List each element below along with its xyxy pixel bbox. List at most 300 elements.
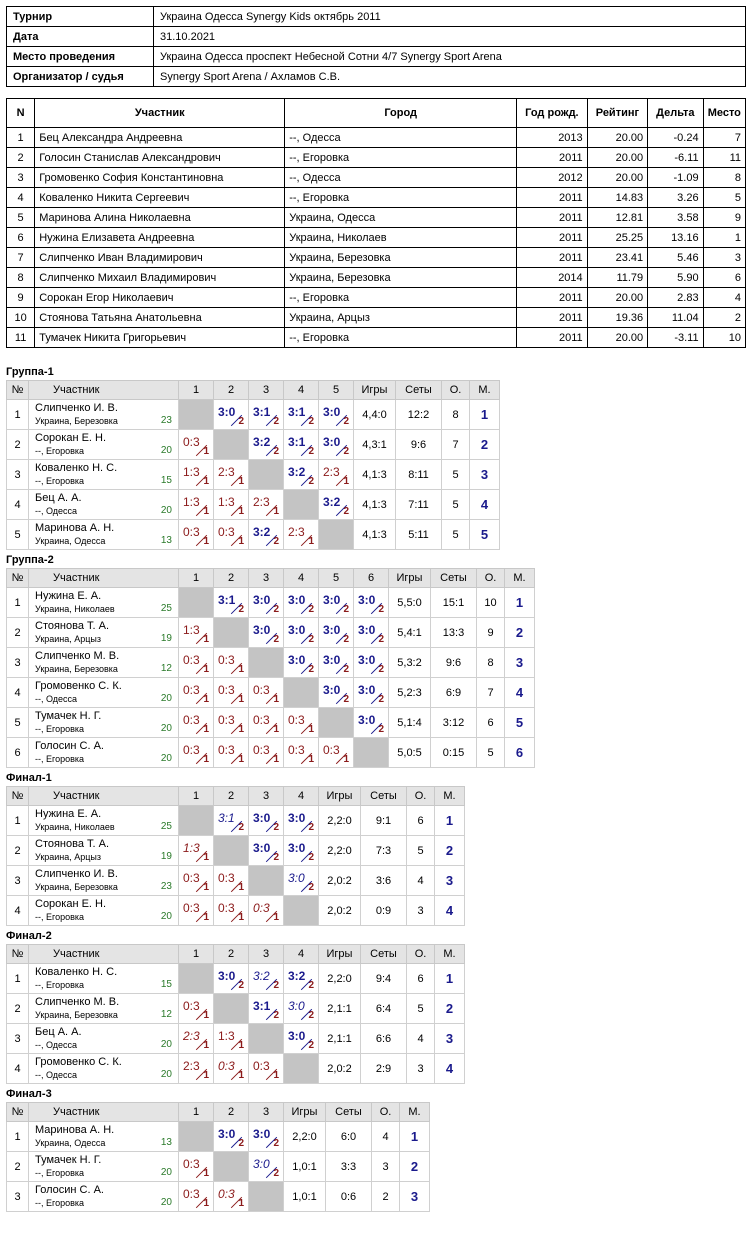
match-points: 2 (308, 476, 314, 487)
participant-city: --, Одесса (35, 694, 78, 704)
match-score: 0:3 (218, 871, 235, 885)
player-cell: Бец Александра Андреевна (35, 128, 285, 148)
participant-name: Нужина Е. А. (35, 808, 102, 820)
match-score-cell (284, 618, 319, 648)
participant-cell (29, 896, 179, 926)
games-cell: 2,1:1 (319, 994, 361, 1024)
group-title: Группа-1 (6, 366, 54, 378)
points-cell: 6 (407, 806, 435, 836)
match-score: 3:0 (253, 623, 271, 637)
col-opponent-header: 4 (284, 381, 319, 400)
games-cell: 2,2:0 (319, 836, 361, 866)
row-number: 5 (7, 520, 29, 550)
group-row (7, 896, 465, 926)
match-score: 0:3 (253, 743, 270, 757)
match-points: 2 (308, 416, 314, 427)
match-points: 1 (203, 1070, 209, 1081)
games-cell: 2,0:2 (319, 1054, 361, 1084)
match-score-cell (179, 708, 214, 738)
match-score: 0:3 (183, 743, 200, 757)
player-cell: 2011 (517, 248, 588, 268)
row-number: 1 (7, 400, 29, 430)
col-points-header: О. (442, 381, 470, 400)
player-cell: --, Егоровка (285, 188, 517, 208)
match-points: 1 (273, 754, 279, 765)
match-points: 1 (238, 1070, 244, 1081)
match-score: 3:2 (288, 969, 306, 983)
participant-cell (29, 678, 179, 708)
self-cell (214, 836, 249, 866)
player-row (7, 328, 746, 348)
info-row (7, 7, 746, 27)
match-score-cell (319, 678, 354, 708)
place-cell: 3 (470, 460, 500, 490)
match-points: 2 (308, 852, 314, 863)
match-score-cell (214, 866, 249, 896)
group-row (7, 738, 535, 768)
match-score-cell (179, 1054, 214, 1084)
group-row (7, 618, 535, 648)
sets-cell: 2:9 (361, 1054, 407, 1084)
tournament-info-table (6, 6, 746, 87)
match-points: 2 (238, 604, 244, 615)
participant-rating: 15 (160, 475, 172, 486)
col-games-header: Игры (389, 569, 431, 588)
player-cell: 3 (7, 168, 35, 188)
match-score-cell (319, 738, 354, 768)
match-score-cell (179, 1182, 214, 1212)
players-column-header: Участник (35, 99, 285, 128)
info-value: Украина Одесса проспект Небесной Сотни 4/7 Synergy Sport Arena (154, 47, 746, 67)
player-cell: 20.00 (587, 328, 647, 348)
row-number: 3 (7, 648, 29, 678)
participant-rating: 12 (160, 663, 172, 674)
match-points: 1 (203, 446, 209, 457)
col-place-header: М. (505, 569, 535, 588)
self-cell (214, 618, 249, 648)
match-score-cell (249, 618, 284, 648)
col-opponent-header: 5 (319, 381, 354, 400)
match-score: 0:3 (183, 871, 200, 885)
sets-cell: 9:4 (361, 964, 407, 994)
sets-cell: 3:12 (431, 708, 477, 738)
match-score: 0:3 (218, 1187, 235, 1201)
points-cell: 7 (442, 430, 470, 460)
match-score: 3:0 (288, 871, 305, 885)
participant-rating: 20 (160, 723, 172, 734)
match-points: 2 (378, 694, 384, 705)
match-points: 1 (238, 1040, 244, 1051)
points-cell: 5 (407, 836, 435, 866)
match-score-cell (249, 520, 284, 550)
participant-cell (29, 490, 179, 520)
place-cell: 1 (435, 964, 465, 994)
match-score: 3:0 (288, 593, 306, 607)
match-score: 0:3 (218, 743, 235, 757)
info-label: Турнир (7, 7, 154, 27)
player-cell: -1.09 (648, 168, 703, 188)
participant-rating: 20 (160, 911, 172, 922)
match-score: 1:3 (183, 841, 200, 855)
group-table (6, 380, 500, 550)
match-score: 3:0 (323, 405, 341, 419)
row-number: 1 (7, 588, 29, 618)
self-cell (284, 1054, 319, 1084)
match-points: 2 (273, 446, 279, 457)
group-row (7, 490, 500, 520)
col-num-header: № (7, 381, 29, 400)
info-row (7, 27, 746, 47)
match-score-cell (214, 1122, 249, 1152)
player-cell: 19.36 (587, 308, 647, 328)
match-score: 2:3 (183, 1059, 200, 1073)
player-cell: 2011 (517, 328, 588, 348)
match-points: 1 (238, 754, 244, 765)
group-row (7, 430, 500, 460)
sets-cell: 13:3 (431, 618, 477, 648)
player-cell: 2011 (517, 148, 588, 168)
info-label: Организатор / судья (7, 67, 154, 87)
participant-cell (29, 588, 179, 618)
player-cell: 1 (7, 128, 35, 148)
match-score-cell (179, 1024, 214, 1054)
place-cell: 3 (435, 1024, 465, 1054)
row-number: 5 (7, 708, 29, 738)
participant-name: Стоянова Т. А. (35, 620, 110, 632)
participant-city: Украина, Арцыз (35, 634, 102, 644)
match-points: 1 (203, 852, 209, 863)
match-score: 0:3 (288, 713, 305, 727)
info-value: Synergy Sport Arena / Ахламов С.В. (154, 67, 746, 87)
player-cell: 13.16 (648, 228, 703, 248)
group-table (6, 944, 465, 1084)
match-points: 2 (308, 822, 314, 833)
participant-cell (29, 806, 179, 836)
col-opponent-header: 4 (284, 569, 319, 588)
player-cell: 11 (7, 328, 35, 348)
group-header-row (7, 1103, 430, 1122)
place-cell: 2 (435, 994, 465, 1024)
match-score-cell (319, 430, 354, 460)
participant-name: Стоянова Т. А. (35, 838, 110, 850)
match-points: 1 (273, 506, 279, 517)
match-score-cell (214, 1182, 249, 1212)
participant-cell (29, 964, 179, 994)
participant-name: Бец А. А. (35, 492, 82, 504)
player-cell: 5 (703, 188, 745, 208)
games-cell: 5,1:4 (389, 708, 431, 738)
col-sets-header: Сеты (361, 945, 407, 964)
games-cell: 2,0:2 (319, 866, 361, 896)
match-score-cell (214, 708, 249, 738)
match-score-cell (214, 738, 249, 768)
participant-name: Коваленко Н. С. (35, 966, 118, 978)
match-score: 1:3 (218, 1029, 235, 1043)
col-participant-header: Участник (29, 569, 179, 588)
sets-cell: 7:3 (361, 836, 407, 866)
sets-cell: 6:0 (326, 1122, 372, 1152)
player-cell: Стоянова Татьяна Анатольевна (35, 308, 285, 328)
match-score: 3:0 (358, 623, 376, 637)
place-cell: 2 (470, 430, 500, 460)
match-points: 1 (238, 724, 244, 735)
participant-name: Голосин С. А. (35, 1184, 104, 1196)
sets-cell: 12:2 (396, 400, 442, 430)
match-score-cell (284, 430, 319, 460)
match-score-cell (214, 490, 249, 520)
group-title: Финал-2 (6, 930, 52, 942)
player-cell: Тумачек Никита Григорьевич (35, 328, 285, 348)
col-num-header: № (7, 945, 29, 964)
info-label: Дата (7, 27, 154, 47)
match-score: 3:0 (358, 683, 376, 697)
group-row (7, 1182, 430, 1212)
match-score: 0:3 (183, 683, 200, 697)
match-points: 2 (273, 416, 279, 427)
player-cell: 3.26 (648, 188, 703, 208)
points-cell: 4 (407, 866, 435, 896)
match-score-cell (214, 964, 249, 994)
games-cell: 4,1:3 (354, 490, 396, 520)
match-score: 0:3 (218, 901, 235, 915)
match-score-cell (214, 1054, 249, 1084)
match-points: 2 (273, 822, 279, 833)
games-cell: 2,0:2 (319, 896, 361, 926)
match-points: 1 (343, 476, 349, 487)
match-points: 2 (238, 416, 244, 427)
participant-rating: 25 (160, 821, 172, 832)
participant-cell (29, 866, 179, 896)
match-score-cell (179, 836, 214, 866)
player-row (7, 208, 746, 228)
player-cell: -6.11 (648, 148, 703, 168)
match-points: 2 (273, 852, 279, 863)
match-score: 3:0 (253, 593, 271, 607)
player-cell: 11 (703, 148, 745, 168)
player-cell: Маринова Алина Николаевна (35, 208, 285, 228)
sets-cell: 6:9 (431, 678, 477, 708)
group-table (6, 786, 465, 926)
games-cell: 2,2:0 (319, 964, 361, 994)
participant-name: Слипченко М. В. (35, 650, 120, 662)
player-cell: 1 (703, 228, 745, 248)
match-score: 3:0 (323, 683, 341, 697)
match-points: 1 (203, 694, 209, 705)
match-score-cell (179, 994, 214, 1024)
player-cell: -0.24 (648, 128, 703, 148)
self-cell (319, 520, 354, 550)
player-cell: 4 (703, 288, 745, 308)
group-table (6, 1102, 430, 1212)
col-points-header: О. (372, 1103, 400, 1122)
player-row (7, 308, 746, 328)
col-opponent-header: 1 (179, 381, 214, 400)
match-points: 1 (203, 664, 209, 675)
col-points-header: О. (477, 569, 505, 588)
match-score-cell (179, 738, 214, 768)
sets-cell: 7:11 (396, 490, 442, 520)
match-score-cell (284, 648, 319, 678)
col-games-header: Игры (319, 787, 361, 806)
match-points: 2 (308, 980, 314, 991)
match-score: 0:3 (218, 653, 235, 667)
match-points: 1 (308, 536, 314, 547)
col-participant-header: Участник (29, 945, 179, 964)
games-cell: 4,4:0 (354, 400, 396, 430)
group-header-row (7, 945, 465, 964)
player-row (7, 188, 746, 208)
match-score: 3:1 (253, 999, 271, 1013)
player-cell: 6 (7, 228, 35, 248)
match-score: 3:0 (253, 1157, 270, 1171)
player-cell: 4 (7, 188, 35, 208)
match-score: 2:3 (183, 1029, 200, 1043)
games-cell: 1,0:1 (284, 1152, 326, 1182)
col-games-header: Игры (284, 1103, 326, 1122)
player-row (7, 248, 746, 268)
match-score-cell (214, 806, 249, 836)
row-number: 1 (7, 1122, 29, 1152)
match-score: 0:3 (183, 901, 200, 915)
group-row (7, 994, 465, 1024)
place-cell: 2 (505, 618, 535, 648)
points-cell: 5 (442, 520, 470, 550)
info-value: 31.10.2021 (154, 27, 746, 47)
match-points: 1 (238, 476, 244, 487)
self-cell (284, 490, 319, 520)
match-score: 3:0 (253, 811, 271, 825)
match-score-cell (319, 400, 354, 430)
player-cell: Украина, Николаев (285, 228, 517, 248)
self-cell (249, 866, 284, 896)
col-opponent-header: 2 (214, 381, 249, 400)
match-points: 2 (308, 1010, 314, 1021)
player-cell: Украина, Одесса (285, 208, 517, 228)
points-cell: 7 (477, 678, 505, 708)
players-column-header: Место (703, 99, 745, 128)
match-points: 1 (203, 882, 209, 893)
sets-cell: 0:9 (361, 896, 407, 926)
place-cell: 1 (400, 1122, 430, 1152)
col-place-header: М. (435, 945, 465, 964)
match-points: 2 (378, 604, 384, 615)
match-score: 0:3 (183, 713, 200, 727)
col-place-header: М. (435, 787, 465, 806)
player-cell: 2012 (517, 168, 588, 188)
player-cell: Нужина Елизавета Андреевна (35, 228, 285, 248)
players-table (6, 98, 746, 348)
match-score-cell (284, 994, 319, 1024)
sets-cell: 0:6 (326, 1182, 372, 1212)
player-cell: Сорокан Егор Николаевич (35, 288, 285, 308)
match-score-cell (214, 588, 249, 618)
row-number: 2 (7, 836, 29, 866)
match-score: 2:3 (218, 465, 235, 479)
match-points: 1 (203, 1010, 209, 1021)
group-row (7, 866, 465, 896)
player-cell: Украина, Березовка (285, 248, 517, 268)
points-cell: 6 (407, 964, 435, 994)
player-cell: 12.81 (587, 208, 647, 228)
row-number: 2 (7, 1152, 29, 1182)
groups-container (6, 364, 746, 1212)
match-points: 2 (343, 664, 349, 675)
match-score-cell (284, 588, 319, 618)
match-points: 2 (308, 882, 314, 893)
match-score-cell (319, 588, 354, 618)
col-opponent-header: 1 (179, 1103, 214, 1122)
row-number: 6 (7, 738, 29, 768)
match-score-cell (214, 678, 249, 708)
match-score: 3:2 (253, 435, 271, 449)
participant-name: Громовенко С. К. (35, 1056, 122, 1068)
sets-cell: 0:15 (431, 738, 477, 768)
match-points: 1 (238, 694, 244, 705)
match-score-cell (249, 708, 284, 738)
player-cell: 2011 (517, 288, 588, 308)
col-sets-header: Сеты (431, 569, 477, 588)
place-cell: 6 (505, 738, 535, 768)
players-column-header: Дельта (648, 99, 703, 128)
match-score: 0:3 (288, 743, 305, 757)
player-cell: 2.83 (648, 288, 703, 308)
match-score: 3:0 (218, 969, 236, 983)
match-points: 2 (308, 446, 314, 457)
group-title: Финал-1 (6, 772, 52, 784)
match-score: 0:3 (218, 1059, 235, 1073)
col-opponent-header: 3 (249, 787, 284, 806)
games-cell: 4,1:3 (354, 460, 396, 490)
info-row (7, 47, 746, 67)
participant-city: Украина, Николаев (35, 604, 115, 614)
match-score-cell (249, 1152, 284, 1182)
match-score: 1:3 (183, 465, 200, 479)
row-number: 3 (7, 1182, 29, 1212)
match-points: 1 (203, 1040, 209, 1051)
points-cell: 5 (477, 738, 505, 768)
player-cell: 2011 (517, 308, 588, 328)
match-score: 3:1 (253, 405, 271, 419)
participant-city: --, Егоровка (35, 754, 85, 764)
player-cell: 2 (7, 148, 35, 168)
points-cell: 6 (477, 708, 505, 738)
participant-cell (29, 708, 179, 738)
participant-rating: 20 (160, 1069, 172, 1080)
match-points: 1 (238, 506, 244, 517)
player-cell: 10 (7, 308, 35, 328)
match-score: 3:0 (323, 653, 341, 667)
match-score-cell (249, 1054, 284, 1084)
match-points: 2 (378, 664, 384, 675)
self-cell (249, 460, 284, 490)
player-cell: 8 (703, 168, 745, 188)
self-cell (179, 964, 214, 994)
participant-rating: 20 (160, 753, 172, 764)
match-score-cell (354, 648, 389, 678)
match-points: 2 (343, 634, 349, 645)
player-cell: 2011 (517, 228, 588, 248)
col-opponent-header: 1 (179, 787, 214, 806)
points-cell: 4 (407, 1024, 435, 1054)
match-score: 3:1 (288, 405, 306, 419)
row-number: 4 (7, 1054, 29, 1084)
points-cell: 5 (442, 460, 470, 490)
match-score: 3:0 (218, 1127, 236, 1141)
col-place-header: М. (470, 381, 500, 400)
match-score-cell (179, 896, 214, 926)
player-cell: 5.46 (648, 248, 703, 268)
sets-cell: 15:1 (431, 588, 477, 618)
